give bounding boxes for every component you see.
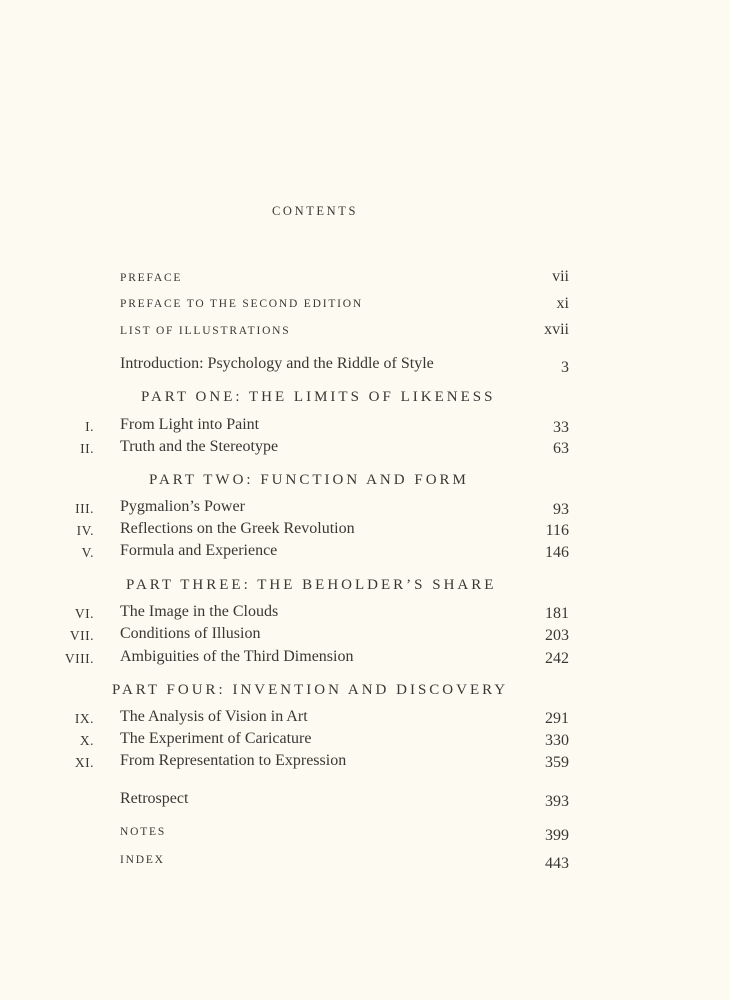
introduction-page: 3 <box>561 359 569 376</box>
back-matter-page: 399 <box>545 827 569 844</box>
chapter-number: IV. <box>76 523 94 538</box>
chapter-title: Pygmalion’s Power <box>120 498 245 515</box>
front-matter-page: xvii <box>544 321 569 338</box>
chapter-number: II. <box>80 441 94 456</box>
front-matter-page: vii <box>552 268 569 285</box>
chapter-title: Reflections on the Greek Revolution <box>120 520 355 537</box>
front-matter-title: LIST OF ILLUSTRATIONS <box>120 325 291 337</box>
chapter-page: 146 <box>545 544 569 561</box>
chapter-page: 291 <box>545 710 569 727</box>
chapter-page: 116 <box>545 522 569 539</box>
chapter-title: Ambiguities of the Third Dimension <box>120 648 354 665</box>
chapter-number: IX. <box>74 711 94 726</box>
back-matter-title: INDEX <box>120 854 165 866</box>
part-heading: PART ONE: THE LIMITS OF LIKENESS <box>141 389 496 405</box>
chapter-number: VII. <box>69 628 94 643</box>
chapter-title: Formula and Experience <box>120 542 278 559</box>
introduction-title: Introduction: Psychology and the Riddle of Style <box>120 355 434 372</box>
chapter-title: Truth and the Stereotype <box>120 438 279 455</box>
chapter-number: VIII. <box>64 651 94 666</box>
chapter-number: VI. <box>74 606 94 621</box>
chapter-page: 203 <box>545 627 569 644</box>
chapter-page: 330 <box>545 732 569 749</box>
page-title: CONTENTS <box>272 204 359 218</box>
chapter-number: V. <box>81 545 94 560</box>
chapter-title: The Experiment of Caricature <box>120 730 312 747</box>
part-heading: PART FOUR: INVENTION AND DISCOVERY <box>112 682 509 698</box>
front-matter-title: PREFACE <box>120 272 183 284</box>
retrospect-title: Retrospect <box>120 790 189 807</box>
back-matter-page: 443 <box>545 855 569 872</box>
chapter-page: 181 <box>545 605 569 622</box>
chapter-title: Conditions of Illusion <box>120 625 261 642</box>
retrospect-page: 393 <box>545 793 569 810</box>
chapter-number: I. <box>85 419 94 434</box>
chapter-title: From Light into Paint <box>120 416 260 433</box>
chapter-page: 63 <box>553 440 569 457</box>
chapter-title: The Image in the Clouds <box>120 603 279 620</box>
front-matter-page: xi <box>556 295 569 312</box>
chapter-page: 33 <box>553 419 569 436</box>
chapter-page: 242 <box>545 650 569 667</box>
back-matter-title: NOTES <box>120 826 167 838</box>
part-heading: PART THREE: THE BEHOLDER’S SHARE <box>126 577 497 593</box>
chapter-title: From Representation to Expression <box>120 752 347 769</box>
part-heading: PART TWO: FUNCTION AND FORM <box>149 472 469 488</box>
chapter-number: III. <box>75 501 94 516</box>
chapter-number: X. <box>79 733 94 748</box>
front-matter-title: PREFACE TO THE SECOND EDITION <box>120 298 364 310</box>
chapter-page: 359 <box>545 754 569 771</box>
chapter-number: XI. <box>74 755 94 770</box>
chapter-title: The Analysis of Vision in Art <box>120 708 308 725</box>
chapter-page: 93 <box>553 501 569 518</box>
